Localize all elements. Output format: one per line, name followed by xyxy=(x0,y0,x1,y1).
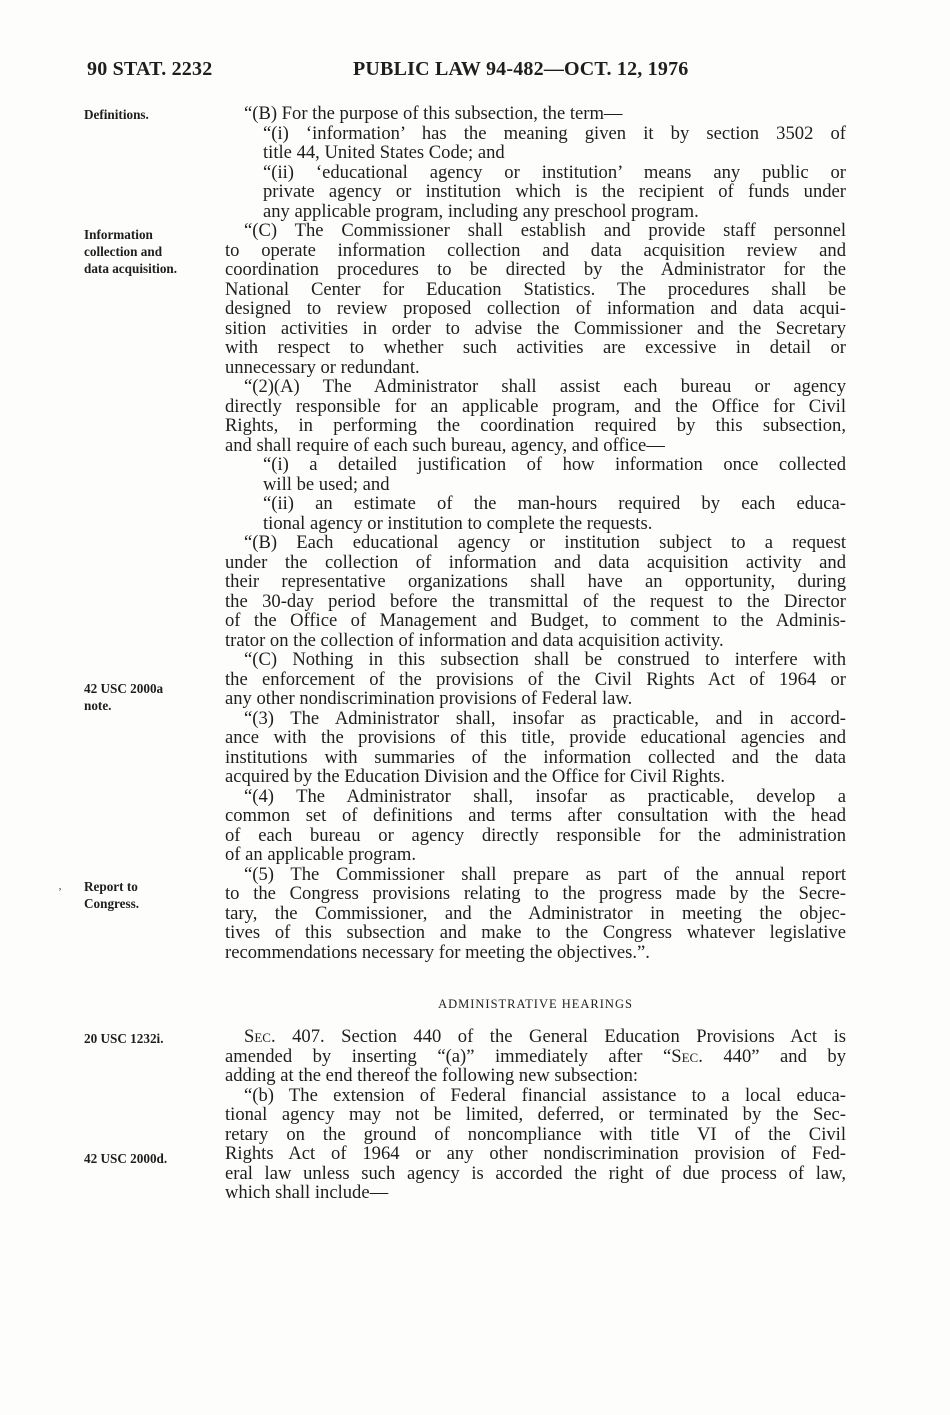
text-line: title 44, United States Code; and xyxy=(263,142,505,163)
text-line: directly responsible for an applicable program, and the Office for Civil xyxy=(225,395,846,417)
text-line: Rights, in performing the coordination required by this subsection, xyxy=(225,415,846,436)
margin-note-report-to-congress: Report to Congress. xyxy=(84,879,140,911)
text-line: tives of this subsection and make to the Congress whatever legislative xyxy=(225,922,846,943)
text-line: of each bureau or agency directly responsible for the administration xyxy=(225,824,846,846)
text-line: any other nondiscrimination provisions of Federal law. xyxy=(225,688,633,709)
public-law-title: PUBLIC LAW 94-482—OCT. 12, 1976 xyxy=(353,58,689,80)
text-line: ance with the provisions of this title, provide educational agencies and xyxy=(225,727,846,748)
text-line: under the collection of information and data acquisition activity and xyxy=(225,551,846,573)
text-line: private agency or institution which is the recipient of funds under xyxy=(263,181,846,202)
text-line: tional agency or institution to complete the requests. xyxy=(263,512,653,534)
text-line: tional agency may not be limited, deferred, or terminated by the Sec- xyxy=(225,1104,846,1125)
text-line: “(ii) ‘educational agency or institution’ means any public or xyxy=(263,161,846,183)
margin-note-information-collection: Information collection and data acquisition. xyxy=(84,227,178,276)
margin-tick-mark: ‚ xyxy=(58,878,62,892)
text-line: Rights Act of 1964 or any other nondiscrimination provision of Fed- xyxy=(225,1143,846,1164)
text-line: to the Congress provisions relating to the progress made by the Secre- xyxy=(225,883,846,904)
text-line: “(i) a detailed justification of how information once collected xyxy=(263,454,846,475)
text-line: to operate information collection and data acquisition review and xyxy=(225,239,846,261)
line-pre: amended by inserting “(a)” immediately after “ xyxy=(225,1045,672,1067)
text-line: “(C) Nothing in this subsection shall be construed to interfere with xyxy=(244,649,846,670)
text-line: “(3) The Administrator shall, insofar as practicable, and in accord- xyxy=(244,707,846,729)
text-line: tary, the Commissioner, and the Administrator in meeting the objec- xyxy=(225,902,846,924)
sec-label-inline: Sec. xyxy=(671,1045,703,1067)
text-line: “(4) The Administrator shall, insofar as practicable, develop a xyxy=(244,785,846,807)
text-line: “(b) The extension of Federal financial assistance to a local educa- xyxy=(244,1084,846,1106)
text-line: and shall require of each such bureau, agency, and office— xyxy=(225,434,665,456)
body-text-block-1 xyxy=(225,104,846,962)
text-line: “(ii) an estimate of the man-hours required by each educa- xyxy=(263,493,846,514)
statute-page-number: 90 STAT. 2232 xyxy=(87,58,213,80)
text-line xyxy=(225,1047,846,1067)
text-line: the enforcement of the provisions of the Civil Rights Act of 1964 or xyxy=(225,668,846,690)
text-line: with respect to whether such activities are excessive in detail or xyxy=(225,337,846,358)
margin-note-usc-2000a: 42 USC 2000a note. xyxy=(84,681,164,713)
page-header xyxy=(87,58,847,88)
text-line: institutions with summaries of the information collected and the data xyxy=(225,746,846,768)
text-line: acquired by the Education Division and the Office for Civil Rights. xyxy=(225,766,726,787)
text-line: coordination procedures to be directed by the Administrator for the xyxy=(225,259,846,280)
text-line: recommendations necessary for meeting the objectives.”. xyxy=(225,941,650,963)
text-line: “(i) ‘information’ has the meaning given it by section 3502 of xyxy=(263,122,846,144)
margin-note-definitions: Definitions. xyxy=(84,107,149,122)
text-line: unnecessary or redundant. xyxy=(225,356,420,378)
text-line: of an applicable program. xyxy=(225,844,417,865)
body-text-block-2 xyxy=(225,1027,846,1203)
text-line: “(C) The Commissioner shall establish and provide staff personnel xyxy=(244,220,846,241)
text-line: the 30-day period before the transmittal of the request to the Director xyxy=(225,590,846,612)
text-line: National Center for Education Statistics. The procedures shall be xyxy=(225,278,846,300)
text-line: retary on the ground of noncompliance with title VI of the Civil xyxy=(225,1123,846,1145)
text-line: “(2)(A) The Administrator shall assist each bureau or agency xyxy=(244,376,846,397)
text-line: their representative organizations shall have an opportunity, during xyxy=(225,571,846,592)
line-post: 440” and by xyxy=(702,1045,847,1067)
text-line: common set of definitions and terms after consultation with the head xyxy=(225,805,846,826)
text-line: which shall include— xyxy=(225,1182,389,1203)
sec-first-line: 407. Section 440 of the General Education Provisions Act is xyxy=(275,1026,846,1047)
text-line: “(B) For the purpose of this subsection, the term— xyxy=(244,103,623,124)
text-line: “(B) Each educational agency or institution subject to a request xyxy=(244,532,846,553)
text-line: any applicable program, including any preschool program. xyxy=(263,200,699,222)
text-line: designed to review proposed collection of information and data acqui- xyxy=(225,298,846,319)
text-line: adding at the end thereof the following new subsection: xyxy=(225,1065,639,1086)
text-line: sition activities in order to advise the Commissioner and the Secretary xyxy=(225,317,846,339)
text-line xyxy=(225,1027,846,1047)
sec-label: Sec. xyxy=(244,1026,276,1047)
text-line: “(5) The Commissioner shall prepare as part of the annual report xyxy=(244,863,846,885)
margin-note-usc-2000d: 42 USC 2000d. xyxy=(84,1151,168,1166)
text-line: eral law unless such agency is accorded the right of due process of law, xyxy=(225,1162,846,1184)
text-line: trator on the collection of information and data acquisition activity. xyxy=(225,629,724,651)
text-line: of the Office of Management and Budget, to comment to the Adminis- xyxy=(225,610,846,631)
text-line: will be used; and xyxy=(263,473,390,495)
margin-note-usc-1232i: 20 USC 1232i. xyxy=(84,1031,164,1046)
section-heading-administrative-hearings: ADMINISTRATIVE HEARINGS xyxy=(438,997,633,1011)
